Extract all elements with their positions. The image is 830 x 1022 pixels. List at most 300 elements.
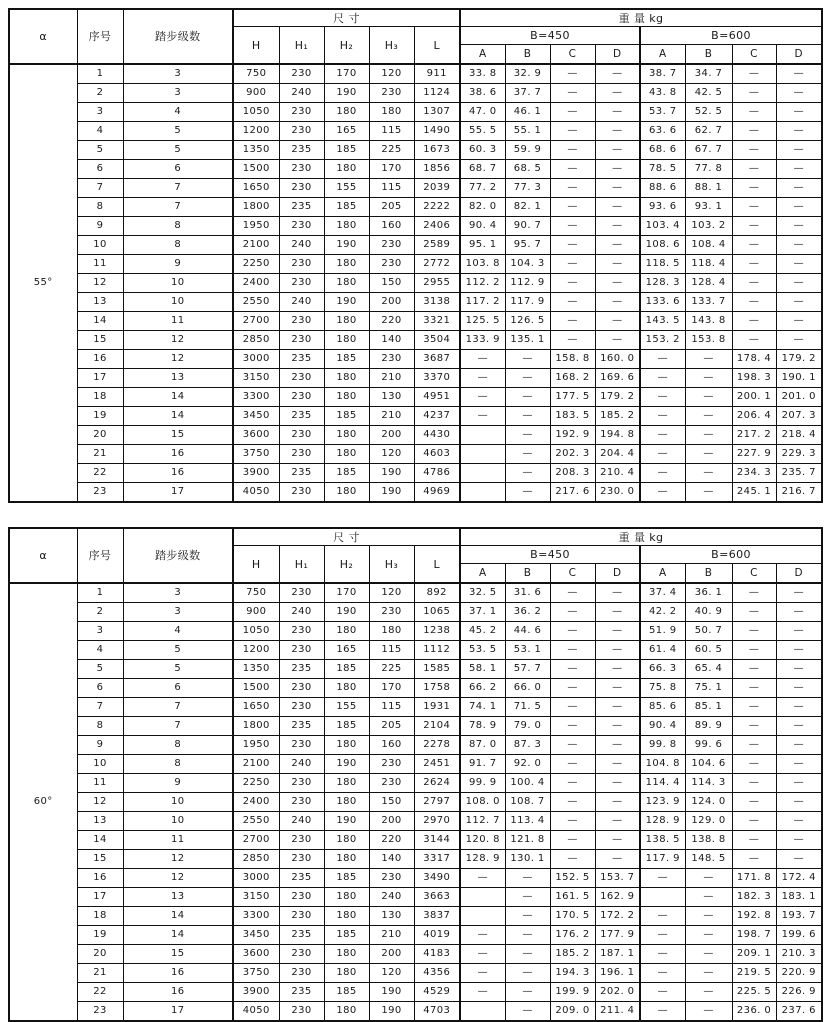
cell: 53. 1 (505, 641, 550, 660)
cell (640, 888, 685, 907)
cell: 190 (324, 755, 369, 774)
cell: 230 (279, 369, 324, 388)
table-row (9, 64, 822, 84)
cell: — (640, 964, 685, 983)
cell: 1650 (233, 179, 279, 198)
cell: — (640, 483, 685, 503)
cell: 4183 (414, 945, 460, 964)
cell: — (460, 407, 505, 426)
table-row (9, 755, 822, 774)
cell: 210. 4 (595, 464, 640, 483)
cell: — (776, 793, 822, 812)
cell: 4237 (414, 407, 460, 426)
cell: 153. 2 (640, 331, 685, 350)
cell: 170 (369, 679, 414, 698)
cell: — (776, 717, 822, 736)
table-row (9, 907, 822, 926)
cell: 4529 (414, 983, 460, 1002)
col-header-C450: C (550, 45, 595, 65)
cell: 1585 (414, 660, 460, 679)
cell: 53. 7 (640, 103, 685, 122)
cell: — (732, 331, 776, 350)
cell: 230 (279, 331, 324, 350)
cell: 3600 (233, 945, 279, 964)
col-header-D450: D (595, 45, 640, 65)
cell: — (550, 850, 595, 869)
cell: — (776, 812, 822, 831)
spec-table-55deg (8, 8, 823, 503)
cell: — (505, 945, 550, 964)
cell: 118. 4 (685, 255, 732, 274)
cell: 10 (123, 293, 233, 312)
cell: — (776, 122, 822, 141)
table-row (9, 774, 822, 793)
cell: 3450 (233, 407, 279, 426)
cell: 230 (369, 869, 414, 888)
table-row (9, 926, 822, 945)
cell: 130 (369, 388, 414, 407)
cell: 3750 (233, 445, 279, 464)
cell: — (732, 736, 776, 755)
cell: 18 (77, 388, 123, 407)
cell: — (595, 793, 640, 812)
cell: 12 (123, 350, 233, 369)
cell: 235. 7 (776, 464, 822, 483)
cell: 52. 5 (685, 103, 732, 122)
cell: 235 (279, 717, 324, 736)
cell: — (776, 755, 822, 774)
cell: 62. 7 (685, 122, 732, 141)
cell: 37. 7 (505, 84, 550, 103)
cell: 135. 1 (505, 331, 550, 350)
cell: 68. 7 (460, 160, 505, 179)
cell: 1856 (414, 160, 460, 179)
table-row (9, 369, 822, 388)
cell: 126. 5 (505, 312, 550, 331)
table-row (9, 198, 822, 217)
cell: — (550, 217, 595, 236)
cell: 4703 (414, 1002, 460, 1022)
cell: — (505, 869, 550, 888)
cell: 180 (324, 426, 369, 445)
table-row (9, 641, 822, 660)
cell: — (460, 350, 505, 369)
cell: 65. 4 (685, 660, 732, 679)
cell: 230 (279, 641, 324, 660)
cell: 202. 3 (550, 445, 595, 464)
cell: 185 (324, 926, 369, 945)
cell: — (640, 445, 685, 464)
cell: 120. 8 (460, 831, 505, 850)
cell: — (732, 274, 776, 293)
cell: 152. 5 (550, 869, 595, 888)
cell: 71. 5 (505, 698, 550, 717)
cell: 14 (77, 312, 123, 331)
table-body-60deg (9, 583, 822, 1021)
cell: 230 (279, 426, 324, 445)
cell: — (732, 312, 776, 331)
cell: 6 (77, 679, 123, 698)
cell: 235 (279, 407, 324, 426)
cell: 66. 0 (505, 679, 550, 698)
cell: — (460, 369, 505, 388)
cell: — (550, 660, 595, 679)
cell: — (505, 407, 550, 426)
cell: 23 (77, 483, 123, 503)
cell: 42. 2 (640, 603, 685, 622)
col-header-H: H (233, 546, 279, 584)
cell: 226. 9 (776, 983, 822, 1002)
cell: 93. 1 (685, 198, 732, 217)
cell: 12 (123, 869, 233, 888)
cell: 16 (123, 464, 233, 483)
cell: 170 (324, 64, 369, 84)
cell: 75. 8 (640, 679, 685, 698)
cell: 33. 8 (460, 64, 505, 84)
cell: — (550, 274, 595, 293)
cell: — (505, 369, 550, 388)
cell: 85. 1 (685, 698, 732, 717)
cell: 130 (369, 907, 414, 926)
cell: 183. 1 (776, 888, 822, 907)
cell: 3138 (414, 293, 460, 312)
cell: 240 (279, 293, 324, 312)
cell: — (776, 160, 822, 179)
col-header-steps: 踏步级数 (123, 528, 233, 583)
cell: 204. 4 (595, 445, 640, 464)
cell: 3 (123, 603, 233, 622)
cell: — (732, 236, 776, 255)
cell: 103. 4 (640, 217, 685, 236)
cell: — (505, 350, 550, 369)
cell: 7 (123, 717, 233, 736)
cell: 95. 1 (460, 236, 505, 255)
cell: — (732, 850, 776, 869)
cell: 99. 8 (640, 736, 685, 755)
cell: — (550, 160, 595, 179)
cell: 230 (369, 603, 414, 622)
table-row (9, 160, 822, 179)
cell: — (595, 331, 640, 350)
cell: 198. 3 (732, 369, 776, 388)
cell: 190 (324, 812, 369, 831)
alpha-value-cell: 60° (9, 583, 77, 1021)
cell: 2550 (233, 293, 279, 312)
cell: 140 (369, 850, 414, 869)
cell: — (640, 926, 685, 945)
cell: 162. 9 (595, 888, 640, 907)
col-header-serial: 序号 (77, 9, 123, 64)
cell: 2797 (414, 793, 460, 812)
cell: 3 (77, 622, 123, 641)
col-header-D450: D (595, 564, 640, 584)
cell: 178. 4 (732, 350, 776, 369)
cell: — (550, 698, 595, 717)
cell: 85. 6 (640, 698, 685, 717)
cell: 180 (324, 888, 369, 907)
cell: 230 (279, 255, 324, 274)
cell: — (776, 603, 822, 622)
group-header-b450: B=450 (460, 546, 640, 564)
cell: 172. 4 (776, 869, 822, 888)
cell: — (640, 1002, 685, 1022)
cell: 892 (414, 583, 460, 603)
cell: 1050 (233, 622, 279, 641)
cell: 235 (279, 983, 324, 1002)
cell: 112. 9 (505, 274, 550, 293)
cell: 108. 7 (505, 793, 550, 812)
cell: — (550, 331, 595, 350)
cell: — (550, 603, 595, 622)
cell: — (732, 641, 776, 660)
cell: 2222 (414, 198, 460, 217)
cell: — (732, 122, 776, 141)
cell: 200 (369, 945, 414, 964)
cell: — (685, 388, 732, 407)
cell: 3750 (233, 964, 279, 983)
cell: 8 (123, 236, 233, 255)
cell: 91. 7 (460, 755, 505, 774)
table-row (9, 217, 822, 236)
cell: 150 (369, 274, 414, 293)
cell: 4951 (414, 388, 460, 407)
cell: 236. 0 (732, 1002, 776, 1022)
cell: 230 (279, 888, 324, 907)
cell: — (550, 255, 595, 274)
cell: — (640, 869, 685, 888)
cell: 10 (77, 236, 123, 255)
cell: 4 (123, 622, 233, 641)
cell: 2955 (414, 274, 460, 293)
col-header-H2: H₂ (324, 27, 369, 65)
cell: 113. 4 (505, 812, 550, 831)
col-header-steps: 踏步级数 (123, 9, 233, 64)
cell: — (776, 198, 822, 217)
cell: 1758 (414, 679, 460, 698)
cell: — (732, 583, 776, 603)
cell: 112. 7 (460, 812, 505, 831)
cell: — (685, 926, 732, 945)
cell: — (776, 103, 822, 122)
cell: 36. 2 (505, 603, 550, 622)
cell: — (732, 179, 776, 198)
cell: 240 (279, 236, 324, 255)
cell: 150 (369, 793, 414, 812)
col-header-H2: H₂ (324, 546, 369, 584)
cell: 138. 5 (640, 831, 685, 850)
cell: — (505, 483, 550, 503)
cell: 58. 1 (460, 660, 505, 679)
cell: — (595, 312, 640, 331)
cell: 230 (369, 774, 414, 793)
cell: 16 (77, 869, 123, 888)
cell: 180 (324, 774, 369, 793)
cell: 12 (123, 850, 233, 869)
cell: 165 (324, 122, 369, 141)
cell: — (776, 850, 822, 869)
col-header-L: L (414, 546, 460, 584)
cell: 60. 5 (685, 641, 732, 660)
cell: 114. 4 (640, 774, 685, 793)
cell: 194. 3 (550, 964, 595, 983)
cell: 123. 9 (640, 793, 685, 812)
cell: 8 (123, 736, 233, 755)
cell: 17 (77, 369, 123, 388)
cell: — (776, 622, 822, 641)
cell: 3 (123, 84, 233, 103)
cell: 66. 3 (640, 660, 685, 679)
cell: — (732, 698, 776, 717)
cell: 117. 9 (640, 850, 685, 869)
cell: 23 (77, 1002, 123, 1022)
cell: 61. 4 (640, 641, 685, 660)
cell: 2 (77, 603, 123, 622)
cell: 171. 8 (732, 869, 776, 888)
cell: — (550, 717, 595, 736)
cell: 8 (77, 717, 123, 736)
cell: 4050 (233, 483, 279, 503)
cell: 3504 (414, 331, 460, 350)
table-row (9, 236, 822, 255)
cell: 37. 1 (460, 603, 505, 622)
table-row (9, 293, 822, 312)
cell: 230 (279, 736, 324, 755)
cell: — (685, 869, 732, 888)
cell: 115 (369, 641, 414, 660)
cell: 55. 1 (505, 122, 550, 141)
table-row (9, 983, 822, 1002)
cell: 205 (369, 198, 414, 217)
cell: 230 (369, 84, 414, 103)
cell: 128. 9 (460, 850, 505, 869)
cell: 168. 2 (550, 369, 595, 388)
cell: 190 (369, 983, 414, 1002)
table-row (9, 831, 822, 850)
cell: 2100 (233, 755, 279, 774)
cell: 230 (279, 483, 324, 503)
cell: — (776, 255, 822, 274)
cell: 1500 (233, 160, 279, 179)
cell: 229. 3 (776, 445, 822, 464)
cell: 185 (324, 350, 369, 369)
table-row (9, 426, 822, 445)
cell: 240 (279, 812, 324, 831)
cell: 180 (324, 274, 369, 293)
cell: 180 (324, 907, 369, 926)
cell: 79. 0 (505, 717, 550, 736)
table-row (9, 179, 822, 198)
cell: 190 (369, 1002, 414, 1022)
cell: 117. 9 (505, 293, 550, 312)
cell: 209. 0 (550, 1002, 595, 1022)
cell: 21 (77, 445, 123, 464)
group-header-weight: 重 量 kg (460, 528, 822, 546)
cell: 230 (279, 388, 324, 407)
cell: — (460, 388, 505, 407)
cell: 185 (324, 198, 369, 217)
cell: — (505, 983, 550, 1002)
cell (460, 907, 505, 926)
cell: — (460, 926, 505, 945)
cell: 3663 (414, 888, 460, 907)
table-row (9, 388, 822, 407)
cell: — (595, 831, 640, 850)
cell: 900 (233, 84, 279, 103)
cell: 2104 (414, 717, 460, 736)
cell: — (595, 679, 640, 698)
group-header-b450: B=450 (460, 27, 640, 45)
cell: — (685, 945, 732, 964)
cell: 115 (369, 122, 414, 141)
cell: 230 (279, 274, 324, 293)
cell: 750 (233, 64, 279, 84)
cell: 6 (77, 160, 123, 179)
cell: 6 (123, 160, 233, 179)
cell: — (776, 312, 822, 331)
cell: — (732, 812, 776, 831)
cell: — (550, 774, 595, 793)
cell: — (685, 964, 732, 983)
cell: 2039 (414, 179, 460, 198)
cell: 2970 (414, 812, 460, 831)
cell: 78. 9 (460, 717, 505, 736)
cell: — (460, 964, 505, 983)
cell: 2700 (233, 831, 279, 850)
cell: — (685, 1002, 732, 1022)
cell: 235 (279, 350, 324, 369)
table-row (9, 350, 822, 369)
cell: 230 (279, 774, 324, 793)
cell: 185 (324, 983, 369, 1002)
cell: 51. 9 (640, 622, 685, 641)
cell: 200 (369, 426, 414, 445)
cell: 2100 (233, 236, 279, 255)
cell: 1800 (233, 717, 279, 736)
cell: 3837 (414, 907, 460, 926)
cell: 68. 6 (640, 141, 685, 160)
cell: — (732, 64, 776, 84)
cell: 230 (279, 831, 324, 850)
cell: 68. 5 (505, 160, 550, 179)
cell: 2850 (233, 850, 279, 869)
cell: — (505, 1002, 550, 1022)
cell: 117. 2 (460, 293, 505, 312)
cell: 235 (279, 464, 324, 483)
cell: 230 (279, 445, 324, 464)
cell: — (776, 831, 822, 850)
cell: 38. 6 (460, 84, 505, 103)
cell: — (732, 84, 776, 103)
cell: 4969 (414, 483, 460, 503)
cell: 3000 (233, 350, 279, 369)
cell: 32. 9 (505, 64, 550, 84)
cell: 3900 (233, 464, 279, 483)
cell: — (550, 583, 595, 603)
cell: 219. 5 (732, 964, 776, 983)
cell: — (776, 84, 822, 103)
cell: 190 (369, 483, 414, 503)
cell: 77. 2 (460, 179, 505, 198)
cell: 40. 9 (685, 603, 732, 622)
cell: 208. 3 (550, 464, 595, 483)
cell: 3490 (414, 869, 460, 888)
cell: 108. 6 (640, 236, 685, 255)
cell: 9 (77, 217, 123, 236)
cell: 230 (279, 679, 324, 698)
cell: 180 (324, 1002, 369, 1022)
cell: 22 (77, 983, 123, 1002)
cell: 130. 1 (505, 850, 550, 869)
